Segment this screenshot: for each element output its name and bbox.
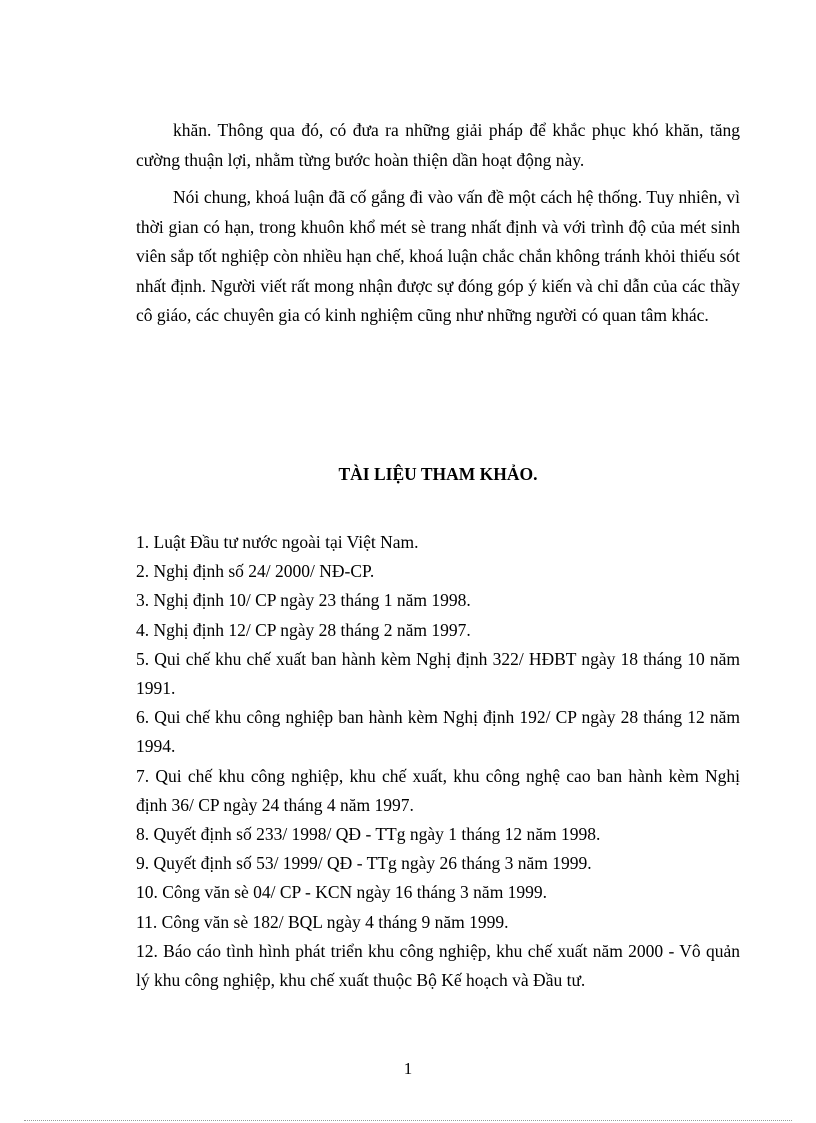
references-list xyxy=(136,528,740,995)
reference-item: 8. Quyết định số 233/ 1998/ QĐ - TTg ngày 1 tháng 12 năm 1998. xyxy=(136,824,601,845)
reference-item: 1. Luật Đầu tư nước ngoài tại Việt Nam. xyxy=(136,532,419,552)
page-number: 1 xyxy=(403,1059,413,1078)
reference-item: 6. Qui chế khu công nghiệp ban hành kèm Nghị định 192/ CP ngày 28 tháng 12 năm 1994. xyxy=(136,707,740,757)
reference-item: 11. Công văn sè 182/ BQL ngày 4 tháng 9 năm 1999. xyxy=(136,911,509,932)
reference-item: 12. Báo cáo tình hình phát triển khu công nghiệp, khu chế xuất năm 2000 - Vô quản lý khu công nghiệp, khu chế xuất thuộc Bộ Kế hoạch và Đầu tư. xyxy=(136,940,740,991)
body-text-block-2 xyxy=(136,183,740,331)
reference-item: 5. Qui chế khu chế xuất ban hành kèm Nghị định 322/ HĐBT ngày 18 tháng 10 năm 1991. xyxy=(136,648,740,699)
body-paragraph: khăn. Thông qua đó, có đưa ra những giải pháp để khắc phục khó khăn, tăng cường thuận lợi, nhằm từng bước hoàn thiện dần hoạt động này. xyxy=(136,120,740,170)
page-bottom-divider xyxy=(24,1120,792,1121)
references-heading: TÀI LIỆU THAM KHẢO. xyxy=(338,464,538,484)
reference-item: 7. Qui chế khu công nghiệp, khu chế xuất, khu công nghệ cao ban hành kèm Nghị định 36/ CP ngày 24 tháng 4 năm 1997. xyxy=(136,765,740,815)
reference-item: 10. Công văn sè 04/ CP - KCN ngày 16 tháng 3 năm 1999. xyxy=(136,882,548,903)
body-paragraph: Nói chung, khoá luận đã cố gắng đi vào vấn đề một cách hệ thống. Tuy nhiên, vì thời gian có hạn, trong khuôn khổ mét sè trang nhất định và với trình độ của mét sinh viên sắp tốt nghiệp còn nhiều hạn chế, khoá luận chắc chắn không tránh khỏi thiếu sót nhất định. Người viết rất mong nhận được sự đóng góp ý kiến và chỉ dẫn của các thầy cô giáo, các chuyên gia có kinh nghiệm cũng như những người có quan tâm khác. xyxy=(136,187,740,325)
reference-item: 9. Quyết định số 53/ 1999/ QĐ - TTg ngày 26 tháng 3 năm 1999. xyxy=(136,853,592,874)
body-text-block-1 xyxy=(136,116,740,175)
reference-item: 2. Nghị định số 24/ 2000/ NĐ-CP. xyxy=(136,561,375,582)
reference-item: 4. Nghị định 12/ CP ngày 28 tháng 2 năm 1997. xyxy=(136,619,471,640)
reference-item: 3. Nghị định 10/ CP ngày 23 tháng 1 năm 1998. xyxy=(136,590,471,611)
